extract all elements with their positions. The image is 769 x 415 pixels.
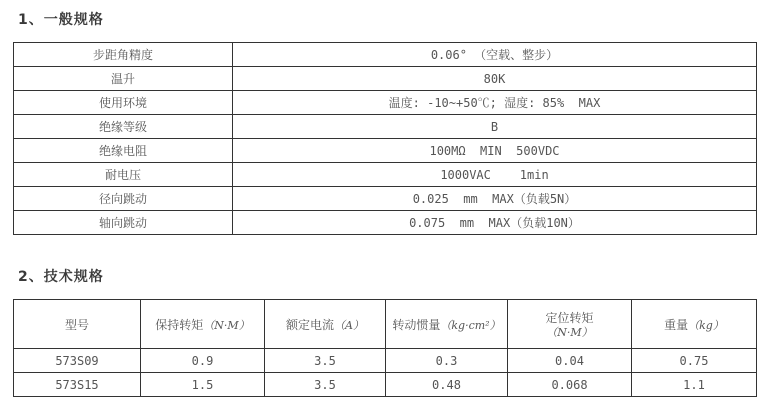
spec-row <box>14 187 757 211</box>
weight-cell: 0.75 <box>632 349 757 373</box>
spec-label: 步距角精度 <box>14 43 233 67</box>
spec-row <box>14 163 757 187</box>
detent-torque-cell: 0.068 <box>508 373 632 397</box>
general-specs-table <box>13 42 757 235</box>
column-header-label: 定位转矩 <box>545 310 594 325</box>
holding-torque-cell: 0.9 <box>141 349 265 373</box>
column-header-detent-torque <box>508 300 632 349</box>
rated-current-cell: 3.5 <box>265 373 386 397</box>
column-header-label: 型号 <box>64 317 89 332</box>
spec-label: 绝缘等级 <box>14 115 233 139</box>
model-cell: 573S09 <box>14 349 141 373</box>
rotor-inertia-cell: 0.48 <box>386 373 508 397</box>
spec-label: 轴向跳动 <box>14 211 233 235</box>
column-header-unit: （N·M） <box>203 318 250 332</box>
column-header-label: 重量 <box>664 317 689 332</box>
section-title-general-specs: 1、一般规格 <box>18 12 104 28</box>
tech-data-row <box>14 373 757 397</box>
column-header-label: 保持转矩 <box>155 317 204 332</box>
spec-row <box>14 139 757 163</box>
spec-row <box>14 67 757 91</box>
spec-label: 绝缘电阻 <box>14 139 233 163</box>
tech-header-row <box>14 300 757 349</box>
spec-row <box>14 91 757 115</box>
model-cell: 573S15 <box>14 373 141 397</box>
spec-label: 耐电压 <box>14 163 233 187</box>
column-header-label: 转动惯量 <box>392 317 441 332</box>
column-header-rated-current <box>265 300 386 349</box>
weight-cell: 1.1 <box>632 373 757 397</box>
technical-specs-table <box>13 299 757 397</box>
spec-value: 80K <box>233 67 757 91</box>
detent-torque-cell: 0.04 <box>508 349 632 373</box>
column-header-unit: （A） <box>334 318 364 332</box>
rated-current-cell: 3.5 <box>265 349 386 373</box>
column-header-holding-torque <box>141 300 265 349</box>
spec-value: 温度: -10~+50℃; 湿度: 85% MAX <box>233 91 757 115</box>
column-header-label: 额定电流 <box>286 317 335 332</box>
section-title-technical-specs: 2、技术规格 <box>18 269 104 285</box>
column-header-unit: （kg） <box>688 318 724 332</box>
column-header-rotor-inertia <box>386 300 508 349</box>
column-header-model <box>14 300 141 349</box>
spec-value: 0.06° （空载、整步） <box>233 43 757 67</box>
spec-value: 100MΩ MIN 500VDC <box>233 139 757 163</box>
spec-row <box>14 115 757 139</box>
spec-row <box>14 43 757 67</box>
rotor-inertia-cell: 0.3 <box>386 349 508 373</box>
column-header-weight <box>632 300 757 349</box>
spec-label: 温升 <box>14 67 233 91</box>
spec-label: 径向跳动 <box>14 187 233 211</box>
column-header-unit: （N·M） <box>546 325 593 339</box>
tech-data-row <box>14 349 757 373</box>
spec-value: 0.075 mm MAX（负载10N） <box>233 211 757 235</box>
spec-value: 1000VAC 1min <box>233 163 757 187</box>
holding-torque-cell: 1.5 <box>141 373 265 397</box>
column-header-unit: （kg·cm²） <box>440 318 501 332</box>
spec-row <box>14 211 757 235</box>
spec-label: 使用环境 <box>14 91 233 115</box>
spec-value: B <box>233 115 757 139</box>
spec-value: 0.025 mm MAX（负载5N） <box>233 187 757 211</box>
